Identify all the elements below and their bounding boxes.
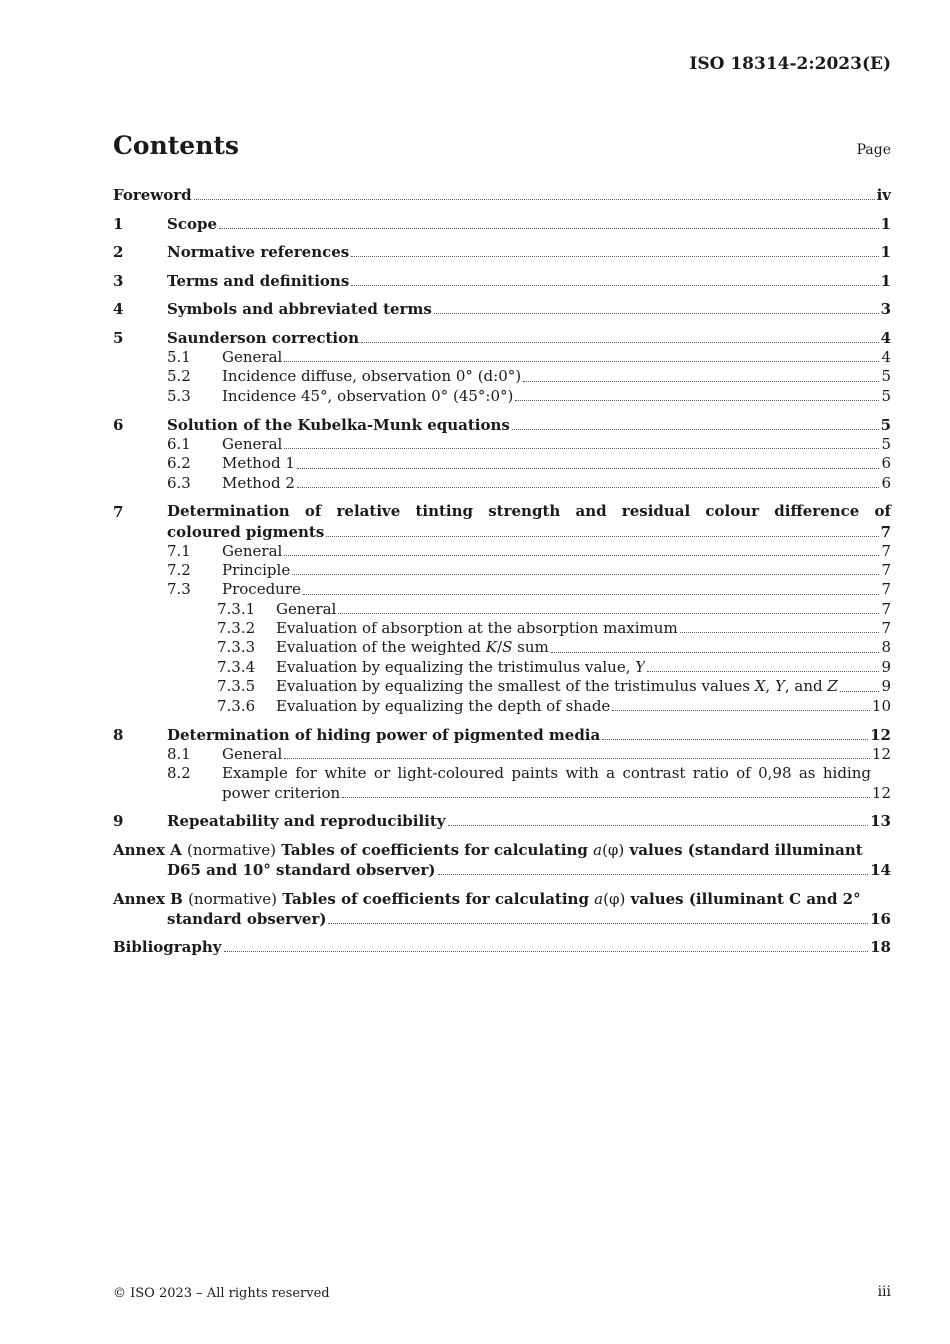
toc-number: 7.3 (167, 580, 191, 599)
toc-label-text: Evaluation by equalizing the smallest of the tristimulus values (276, 677, 755, 696)
toc-entry-7-3-1[interactable] (113, 600, 891, 619)
toc-label: Normative references (167, 243, 350, 262)
toc-label: Incidence diffuse, observation 0° (d:0°) (222, 367, 522, 386)
dot-leader (292, 573, 879, 575)
toc-entry-6-3[interactable] (113, 474, 891, 493)
toc-page: 5 (881, 434, 891, 453)
toc-entry-7-1[interactable] (113, 542, 891, 561)
toc-label: Foreword (113, 186, 192, 204)
dot-leader (284, 554, 879, 556)
toc-number: 5.3 (167, 386, 191, 405)
toc-label: Saunderson correction (167, 328, 360, 347)
toc-label: General (222, 744, 283, 763)
toc-label-text: Evaluation by equalizing the tristimulus value, (276, 657, 636, 676)
symbol-a: a (594, 889, 604, 908)
table-of-contents (113, 185, 891, 957)
toc-number: 4 (113, 300, 124, 319)
toc-number: 7.3.5 (217, 677, 256, 696)
toc-page: 4 (881, 347, 891, 366)
toc-entry-8-1[interactable] (113, 745, 891, 764)
annex-title-continuation: standard observer) (167, 909, 327, 928)
toc-label: General (222, 347, 283, 366)
dot-leader (680, 631, 880, 633)
annex-title: Tables of coefficients for calculating (281, 841, 594, 860)
toc-number: 7.1 (167, 541, 191, 560)
toc-entry-8[interactable] (113, 725, 891, 745)
toc-number: 5.1 (167, 347, 191, 366)
toc-page: 9 (881, 677, 891, 696)
toc-label: Procedure (222, 580, 301, 599)
toc-label: General (276, 599, 337, 618)
toc-entry-6-1[interactable] (113, 435, 891, 454)
toc-entry-6[interactable] (113, 415, 891, 435)
dot-leader (361, 341, 879, 343)
dot-leader (338, 612, 879, 614)
dot-leader (194, 198, 875, 200)
slash: / (497, 638, 503, 657)
toc-number: 7.3.4 (217, 657, 256, 676)
dot-leader (297, 486, 880, 488)
toc-entry-3[interactable] (113, 271, 891, 291)
dot-leader (612, 709, 870, 711)
page-title: Contents (113, 131, 240, 160)
dot-leader (303, 593, 880, 595)
toc-entry-7-3-3[interactable] (113, 638, 891, 657)
toc-page: 5 (880, 415, 891, 434)
symbol-phi: (φ) (603, 889, 626, 908)
toc-label: Determination of hiding power of pigmented media (167, 725, 601, 744)
annex-kind: (normative) (187, 841, 276, 860)
toc-number: 6.3 (167, 473, 191, 492)
toc-number: 7 (113, 502, 124, 521)
toc-label: Method 1 (222, 454, 295, 473)
toc-entry-5-2[interactable] (113, 367, 891, 386)
separator: , and (784, 677, 828, 696)
toc-page: 8 (881, 638, 891, 657)
toc-page: 14 (870, 861, 891, 880)
toc-page: 4 (880, 328, 891, 347)
toc-entry-bibliography[interactable] (113, 937, 891, 957)
symbol-phi: (φ) (602, 841, 625, 860)
toc-number: 7.3.2 (217, 619, 256, 638)
toc-number: 5.2 (167, 367, 191, 386)
dot-leader (438, 873, 869, 875)
toc-page: 5 (881, 386, 891, 405)
dot-leader (351, 284, 878, 286)
copyright-notice: © ISO 2023 – All rights reserved (113, 1286, 330, 1301)
toc-page: 12 (871, 744, 891, 763)
toc-entry-7[interactable] (113, 502, 891, 542)
symbol-y: Y (635, 657, 646, 676)
symbol-k: K (485, 638, 498, 657)
dot-leader (219, 227, 879, 229)
toc-page: 3 (880, 300, 891, 319)
symbol-s: S (502, 638, 513, 657)
toc-label: Example for white or light-coloured paints with a contrast ratio of 0,98 as hiding (222, 764, 871, 782)
dot-leader (515, 399, 879, 401)
toc-page: 6 (881, 473, 891, 492)
symbol-y: Y (774, 677, 785, 696)
dot-leader (523, 380, 879, 382)
toc-page: 10 (871, 696, 891, 715)
dot-leader (328, 922, 868, 924)
toc-page: 12 (871, 783, 891, 802)
page-column-label: Page (856, 142, 891, 158)
toc-label (276, 638, 549, 657)
toc-entry-7-3-2[interactable] (113, 619, 891, 638)
toc-entry-5[interactable] (113, 328, 891, 348)
annex-title: values (standard illuminant (624, 841, 863, 860)
toc-number: 5 (113, 328, 124, 347)
toc-number: 6 (113, 415, 124, 434)
toc-label: Repeatability and reproducibility (167, 812, 446, 831)
toc-label: Terms and definitions (167, 271, 350, 290)
annex-title-continuation: D65 and 10° standard observer) (167, 861, 436, 880)
toc-number: 7.3.6 (217, 696, 256, 715)
toc-entry-1[interactable] (113, 214, 891, 234)
toc-number: 8.1 (167, 744, 191, 763)
dot-leader (284, 757, 870, 759)
annex-kind: (normative) (188, 889, 277, 908)
dot-leader (647, 670, 879, 672)
toc-page: 9 (881, 657, 891, 676)
dot-leader (284, 447, 879, 449)
dot-leader (297, 467, 880, 469)
toc-number: 6.2 (167, 454, 191, 473)
toc-page: 1 (880, 271, 891, 290)
toc-label-text: Evaluation of the weighted (276, 638, 486, 657)
symbol-z: Z (827, 677, 838, 696)
toc-page: 16 (870, 909, 891, 928)
toc-label: General (222, 434, 283, 453)
toc-label: Evaluation of absorption at the absorption maximum (276, 619, 678, 638)
toc-entry-5-3[interactable] (113, 387, 891, 406)
toc-label: Principle (222, 560, 291, 579)
toc-page: 12 (870, 725, 891, 744)
page-number: iii (877, 1284, 891, 1300)
toc-entry-7-3[interactable] (113, 580, 891, 599)
symbol-x: X (754, 677, 766, 696)
toc-page: 5 (881, 367, 891, 386)
toc-page: 7 (881, 580, 891, 599)
symbol-a: a (593, 841, 603, 860)
dot-leader (512, 428, 879, 430)
toc-entry-7-3-5[interactable] (113, 677, 891, 696)
toc-entry-7-2[interactable] (113, 561, 891, 580)
toc-entry-7-3-4[interactable] (113, 658, 891, 677)
separator: , (765, 677, 775, 696)
annex-title: values (illuminant C and 2° (625, 889, 861, 908)
dot-leader (326, 535, 878, 537)
toc-page: iv (876, 186, 891, 204)
toc-number: 2 (113, 243, 124, 262)
toc-label (276, 658, 645, 677)
toc-label-text: sum (512, 638, 549, 657)
toc-entry-8-2[interactable] (113, 764, 891, 803)
toc-entry-4[interactable] (113, 299, 891, 319)
toc-entry-7-3-6[interactable] (113, 697, 891, 716)
toc-number: 8 (113, 725, 124, 744)
annex-lead: Annex B (113, 889, 183, 908)
toc-entry-annex-a[interactable] (113, 840, 891, 880)
dot-leader (840, 690, 880, 692)
dot-leader (224, 950, 869, 952)
toc-label: Solution of the Kubelka-Munk equations (167, 415, 510, 434)
toc-entry-annex-b[interactable] (113, 889, 891, 929)
dot-leader (602, 738, 868, 740)
dot-leader (434, 312, 879, 314)
toc-page: 7 (881, 619, 891, 638)
toc-page: 1 (880, 243, 891, 262)
toc-page: 7 (880, 522, 891, 541)
dot-leader (342, 796, 870, 798)
toc-number: 6.1 (167, 434, 191, 453)
dot-leader (351, 255, 878, 257)
toc-page: 7 (881, 560, 891, 579)
toc-label: General (222, 541, 283, 560)
toc-number: 7.3.1 (217, 599, 256, 618)
toc-number: 7.3.3 (217, 638, 256, 657)
toc-page: 7 (881, 541, 891, 560)
toc-entry-6-2[interactable] (113, 454, 891, 473)
toc-label: Symbols and abbreviated terms (167, 300, 432, 319)
toc-label: Scope (167, 214, 218, 233)
toc-label: Evaluation by equalizing the depth of shade (276, 696, 611, 715)
toc-label-continuation: power criterion (222, 783, 341, 802)
toc-label (276, 677, 838, 696)
toc-page: 13 (870, 812, 891, 831)
toc-label: Determination of relative tinting strength and residual colour difference of (167, 501, 891, 520)
document-id: ISO 18314-2:2023(E) (689, 54, 891, 74)
toc-entry-9[interactable] (113, 811, 891, 831)
toc-page: 7 (881, 599, 891, 618)
toc-number: 3 (113, 271, 124, 290)
toc-entry-5-1[interactable] (113, 348, 891, 367)
dot-leader (551, 651, 880, 653)
toc-number: 7.2 (167, 560, 191, 579)
toc-label-continuation: coloured pigments (167, 522, 325, 541)
toc-label: Incidence 45°, observation 0° (45°:0°) (222, 386, 514, 405)
annex-title: Tables of coefficients for calculating (282, 889, 595, 908)
toc-label: Method 2 (222, 473, 295, 492)
toc-number: 9 (113, 812, 124, 831)
toc-number: 8.2 (167, 764, 191, 782)
toc-page: 6 (881, 454, 891, 473)
toc-page: 18 (870, 938, 891, 957)
dot-leader (448, 824, 869, 826)
dot-leader (284, 360, 879, 362)
toc-entry-foreword[interactable] (113, 185, 891, 205)
toc-label: Bibliography (113, 938, 222, 957)
toc-number: 1 (113, 214, 124, 233)
toc-page: 1 (880, 214, 891, 233)
annex-lead: Annex A (113, 841, 182, 860)
toc-entry-2[interactable] (113, 242, 891, 262)
